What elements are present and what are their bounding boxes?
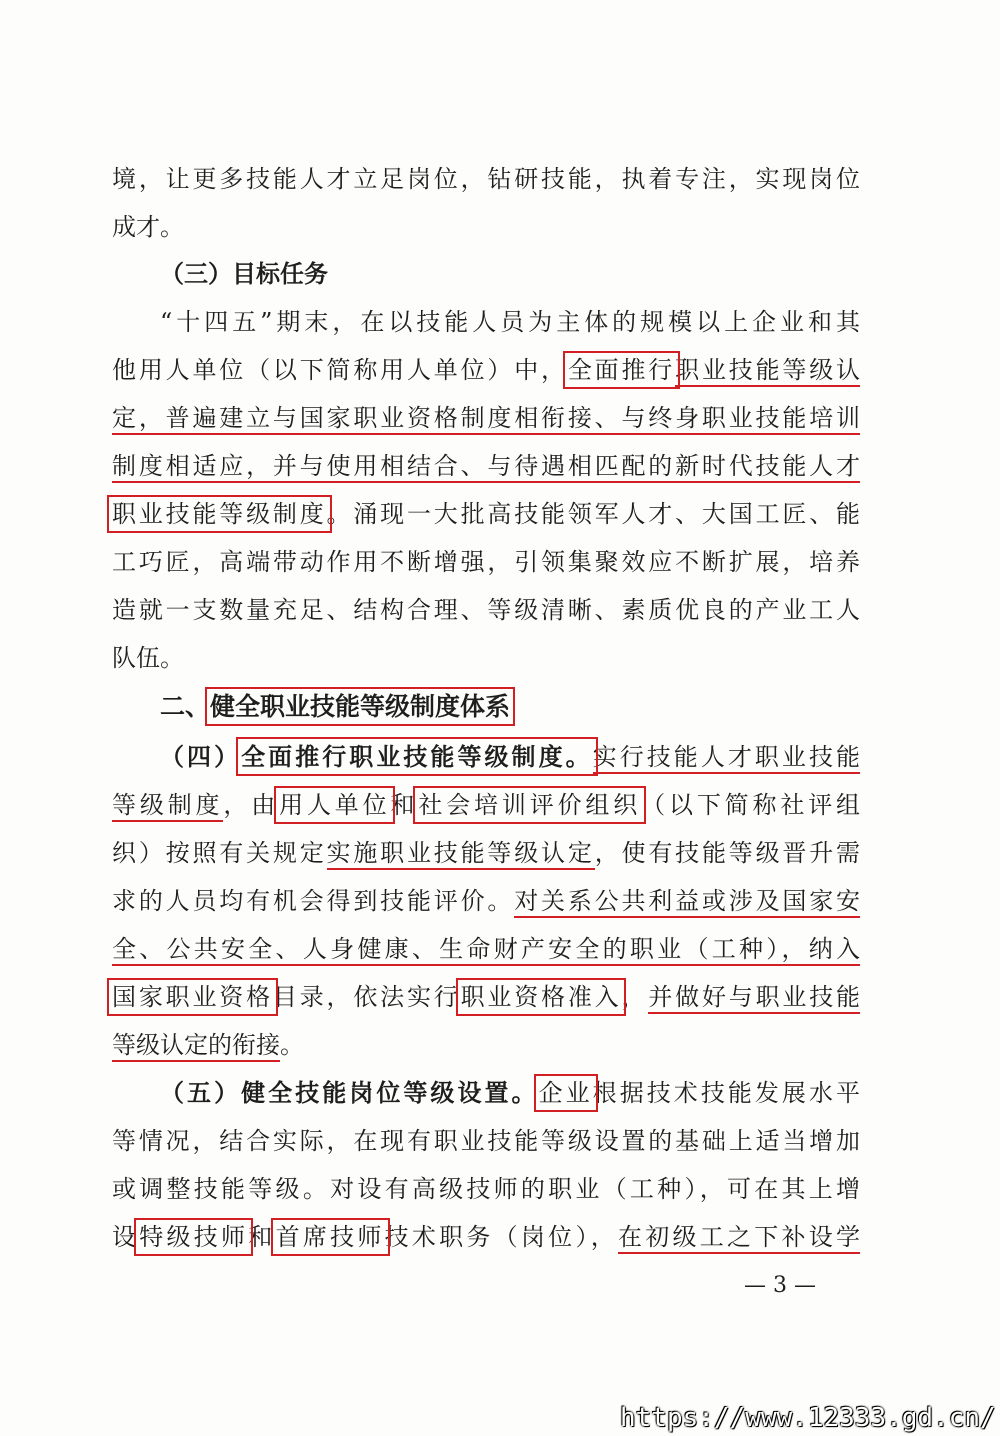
source-watermark: https://www.12333.gd.cn/	[620, 1403, 996, 1433]
text-line-16	[112, 877, 860, 925]
text-span: 造就一支数量充足、结构合理、等级清晰、素质优良的产业工人	[112, 596, 860, 624]
text-span: 工巧匠，高端带动作用不断增强，引领集聚效应不断扩展，培养	[112, 548, 860, 576]
paragraph-title: （五）健全技能岗位等级设置。	[160, 1078, 539, 1107]
text-span: “十四五”期末，在以技能人员为主体的规模以上企业和其	[160, 308, 860, 336]
text-line-21	[112, 1117, 860, 1165]
text-line-9	[112, 538, 860, 586]
text-line-1	[112, 155, 860, 203]
text-line-11	[112, 634, 860, 682]
text-span: ，使有技能等级晋升需	[594, 839, 861, 867]
underlined-text: 实行技能人才职业技能	[593, 743, 860, 774]
text-line-15	[112, 829, 860, 877]
underlined-text: 定，普遍建立与国家职业资格制度相衔接、与终身职业技能培训	[112, 404, 860, 435]
text-line-2	[112, 203, 860, 251]
text-span: 。涌现一大批高技能领军人才、大国工匠、能	[326, 500, 861, 528]
boxed-term-zhiye-zige-zhunru: 职业资格准入	[460, 983, 622, 1011]
boxed-heading-text: 健全职业技能等级制度体系	[210, 692, 511, 721]
text-line-22	[112, 1165, 860, 1213]
text-span: 或调整技能等级。对设有高级技师的职业（工种），可在其上增	[112, 1175, 860, 1203]
underlined-text: 职业技能等级认	[675, 356, 860, 387]
text-span: ，由	[223, 791, 280, 819]
subsection-heading-3	[160, 250, 860, 298]
boxed-term-teji-jishi: 特级技师	[139, 1223, 249, 1251]
text-span: 根据技术技能发展水平	[592, 1079, 861, 1107]
text-line-14	[112, 781, 860, 829]
underlined-text: 并做好与职业技能	[648, 983, 860, 1014]
underlined-text: 等级制度	[112, 791, 223, 822]
text-span: 设	[112, 1223, 140, 1251]
text-span: （以下简称社评组	[641, 791, 861, 819]
boxed-term-guojia-zhiye-zige: 国家职业资格	[112, 983, 273, 1011]
text-line-10	[112, 586, 860, 634]
boxed-term-quanmian-tuixing: 全面推行	[567, 356, 676, 384]
section-heading-2	[160, 683, 860, 731]
boxed-term-qiye: 企业	[538, 1079, 593, 1107]
text-line-23	[112, 1213, 860, 1261]
text-line-19	[112, 1021, 860, 1069]
text-span: 和	[248, 1223, 276, 1251]
text-span: 技术职务（岗位），	[384, 1223, 618, 1251]
boxed-term-shehui-peixun: 社会培训评价组织	[418, 791, 642, 819]
text-line-8	[112, 490, 860, 538]
boxed-paragraph-title: 全面推行职业技能等级制度。	[241, 742, 593, 771]
paragraph-number: （四）	[160, 742, 242, 771]
underlined-text: 全、公共安全、人身健康、生命财产安全的职业（工种），纳入	[112, 935, 860, 966]
text-line-17	[112, 925, 860, 973]
underlined-text: 等级认定的衔接	[112, 1031, 280, 1062]
text-span: 境，让更多技能人才立足岗位，钻研技能，执着专注，实现岗位	[112, 165, 860, 193]
text-line-5	[112, 346, 860, 394]
text-line-20	[160, 1069, 860, 1117]
boxed-term-zhiye-jineng-dengji-zhidu: 职业技能等级制度	[112, 500, 327, 528]
text-span: 求的人员均有机会得到技能评价。	[112, 887, 515, 915]
text-span: 他用人单位（以下简称用人单位）中，	[112, 356, 568, 384]
text-line-13	[160, 733, 860, 781]
text-line-7	[112, 442, 860, 490]
underlined-text: 制度相适应，并与使用相结合、与待遇相匹配的新时代技能人才	[112, 452, 860, 483]
text-span: 等情况，结合实际，在现有职业技能等级设置的基础上适当增加	[112, 1127, 860, 1155]
page-number: — 3 —	[744, 1273, 816, 1298]
underlined-text: 对关系公共利益或涉及国家安	[514, 887, 860, 918]
text-span: 。	[280, 1031, 304, 1059]
underlined-text: 实施职业技能等级认定	[327, 839, 595, 870]
text-line-4	[160, 298, 860, 346]
underlined-text: 在初级工之下补设学	[618, 1223, 860, 1254]
boxed-term-yongren-danwei: 用人单位	[279, 791, 391, 819]
heading-number: 二、	[160, 692, 211, 721]
boxed-term-shouxi-jishi: 首席技师	[275, 1223, 385, 1251]
heading-text: （三）目标任务	[160, 260, 328, 288]
text-line-6	[112, 394, 860, 442]
text-span: ，	[621, 983, 649, 1011]
text-span: 队伍。	[112, 644, 184, 672]
text-line-18	[112, 973, 860, 1021]
text-span: 目录，依法实行	[272, 983, 461, 1011]
text-span: 成才。	[112, 213, 184, 241]
text-span: 和	[390, 791, 419, 819]
text-span: 织）按照有关规定	[112, 839, 327, 867]
